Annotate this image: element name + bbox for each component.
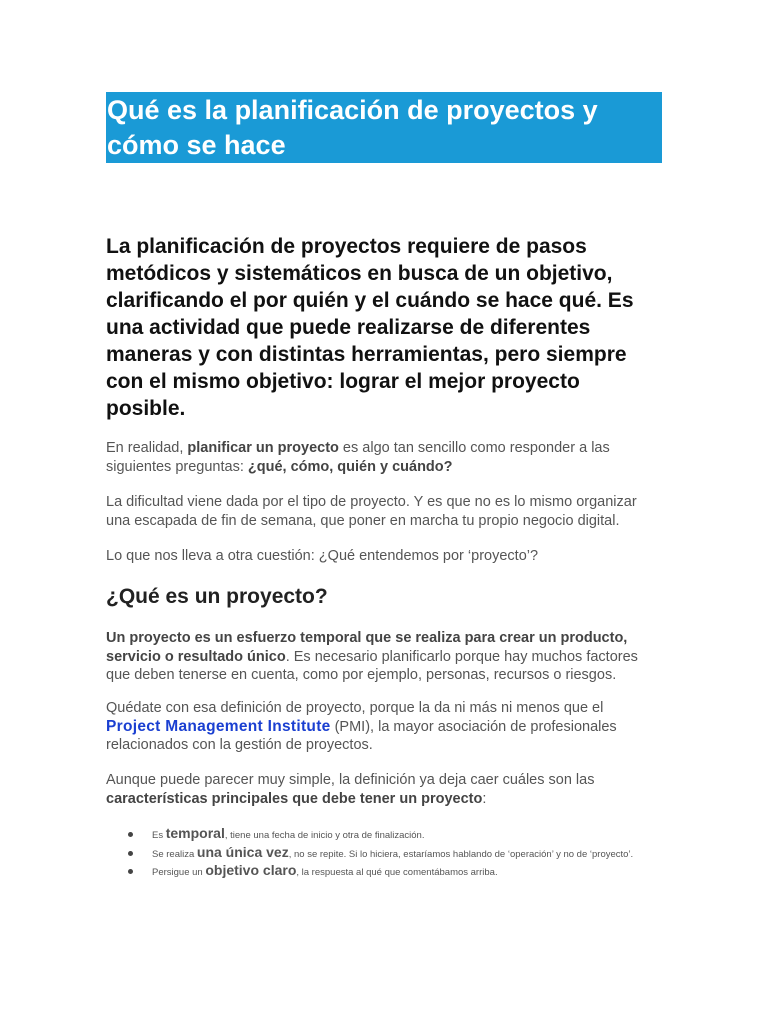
bullet-icon (128, 832, 133, 837)
highlight-text: una única vez (196, 843, 289, 860)
text: , tiene una fecha de inicio y otra de finalización. (224, 830, 425, 841)
text: Se realiza (152, 848, 197, 860)
bullet-icon (128, 869, 133, 874)
lead-paragraph: La planificación de proyectos requiere de pasos metódicos y sistemáticos en busca de un objetivo, clarificando el por quién y el cuándo se hace qué. Es una actividad que puede realizarse de diferentes maneras y con distintas herramientas, pero siempre con el mismo objetivo: lograr el mejor proyecto posible. (106, 235, 634, 420)
text: es algo tan sencillo como responder a las siguientes preguntas: (106, 440, 610, 475)
text: Aunque puede parecer muy simple, la definición ya deja caer cuáles son las (106, 772, 595, 788)
paragraph-3: Lo que nos lleva a otra cuestión: ¿Qué entendemos por ‘proyecto’? (106, 548, 539, 564)
page-title: Qué es la planificación de proyectos y cómo se hace (107, 95, 598, 160)
text: Es (152, 830, 166, 841)
bullet-icon (128, 851, 133, 856)
text: , no se repite. Si lo hiciera, estaríamos hablando de ‘operación’ y no de ‘proyecto’. (288, 848, 634, 860)
bold-text: Un proyecto es un esfuerzo temporal que se realiza para crear un producto, servicio o resultado único (106, 630, 628, 665)
paragraph-6 (106, 771, 662, 808)
section-heading: ¿Qué es un proyecto? (106, 585, 328, 608)
bold-text: ¿qué, cómo, quién y cuándo? (247, 458, 453, 475)
paragraph-4 (106, 629, 662, 685)
pmi-link[interactable]: Project Management Institute (106, 717, 331, 735)
highlight-text: temporal (165, 825, 225, 841)
list-item (106, 843, 666, 862)
text: Quédate con esa definición de proyecto, porque la da ni más ni menos que el (106, 700, 604, 716)
text: : (482, 790, 487, 807)
bold-text: características principales que debe tener un proyecto (106, 790, 483, 807)
text: , la respuesta al qué que comentábamos arriba. (296, 867, 498, 878)
text: . Es necesario planificarlo porque hay muchos factores que deben tenerse en cuenta, como por ejemplo, personas, recursos o riesgos. (106, 648, 638, 683)
bold-text: planificar un proyecto (187, 440, 339, 456)
list-item (106, 861, 666, 880)
list-item (106, 824, 666, 843)
text: (PMI), la mayor asociación de profesionales relacionados con la gestión de proyectos. (106, 718, 617, 753)
highlight-text: objetivo claro (205, 862, 297, 878)
paragraph-2: La dificultad viene dada por el tipo de proyecto. Y es que no es lo mismo organizar una escapada de fin de semana, que poner en marcha tu propio negocio digital. (106, 494, 637, 529)
characteristics-list (106, 824, 666, 880)
paragraph-5 (106, 699, 662, 755)
text: Persigue un (152, 867, 206, 878)
paragraph-1 (106, 439, 662, 476)
text: En realidad, (106, 440, 188, 456)
title-banner (106, 92, 662, 163)
